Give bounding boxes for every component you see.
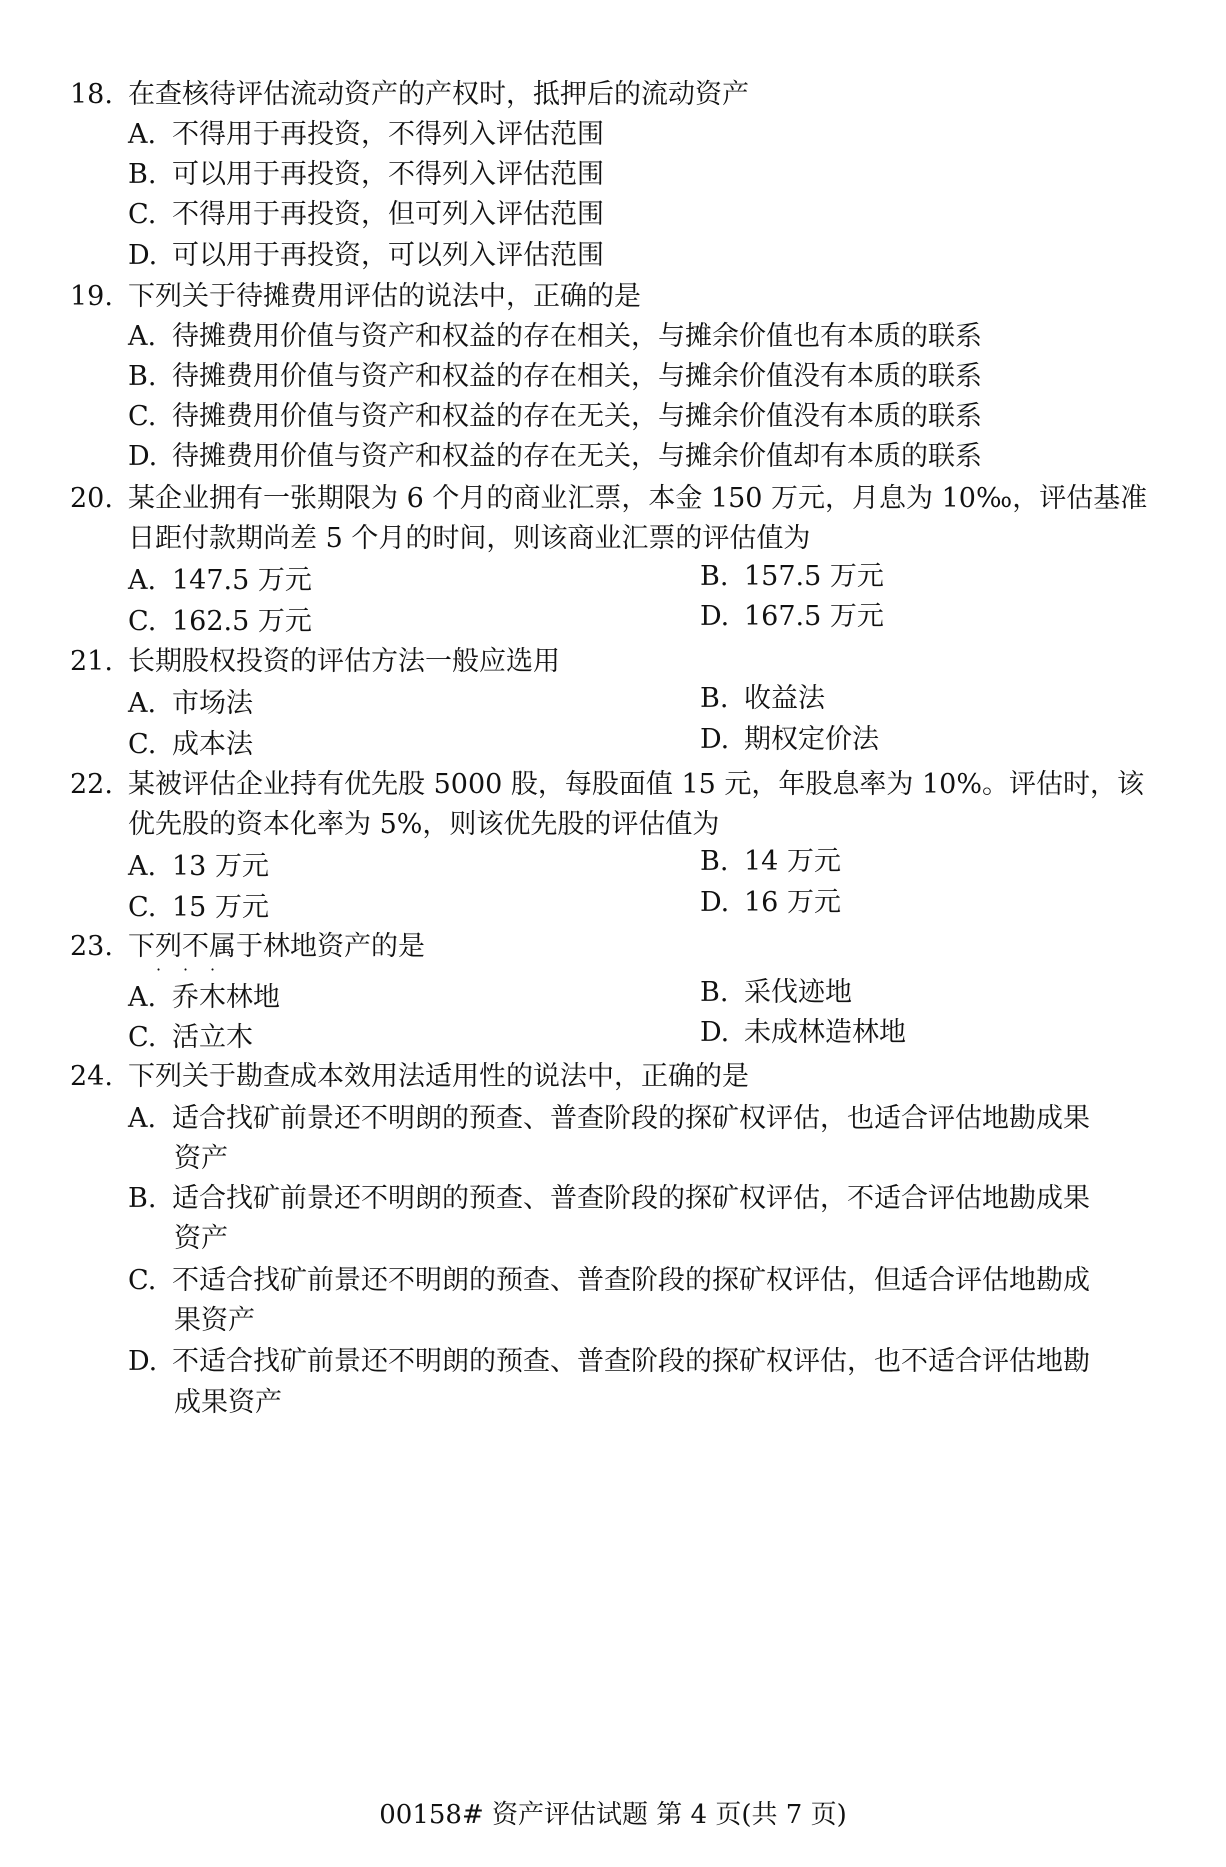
- option-label: A.: [128, 321, 157, 352]
- option-24-a-continuation: 资产: [174, 1143, 228, 1174]
- option-label: B.: [128, 159, 157, 190]
- option-text: 待摊费用价值与资产和权益的存在相关，与摊余价值也有本质的联系: [172, 321, 982, 352]
- option-label: A.: [128, 565, 157, 596]
- option-24-b: [128, 1182, 1090, 1216]
- option-label: A.: [128, 851, 157, 882]
- option-19-d: [128, 440, 982, 474]
- option-22-a: [128, 850, 269, 884]
- question-number: 24.: [70, 1061, 113, 1092]
- option-text: 147.5 万元: [172, 565, 312, 596]
- option-label: B.: [128, 1183, 157, 1214]
- option-text: 未成林造林地: [744, 1017, 906, 1048]
- option-label: B.: [700, 683, 729, 714]
- option-19-c: [128, 400, 982, 434]
- question-23: [70, 930, 1160, 964]
- question-18: [70, 78, 1160, 112]
- option-20-a: [128, 564, 312, 598]
- emphasis-dot: ·: [156, 960, 162, 979]
- question-stem: 某企业拥有一张期限为 6 个月的商业汇票，本金 150 万元，月息为 10‰，评估基准: [128, 483, 1148, 514]
- option-20-b: [700, 560, 884, 594]
- option-label: B.: [128, 361, 157, 392]
- option-text: 16 万元: [744, 887, 841, 918]
- option-23-c: [128, 1021, 253, 1055]
- option-text: 不得用于再投资，不得列入评估范围: [172, 119, 604, 150]
- option-label: C.: [128, 892, 157, 923]
- option-text: 待摊费用价值与资产和权益的存在无关，与摊余价值没有本质的联系: [172, 401, 982, 432]
- question-stem-continuation: 优先股的资本化率为 5%，则该优先股的评估值为: [128, 809, 720, 840]
- option-19-a: [128, 320, 982, 354]
- question-22: [70, 768, 1160, 802]
- option-label: C.: [128, 606, 157, 637]
- option-19-b: [128, 360, 982, 394]
- option-text: 适合找矿前景还不明朗的预查、普查阶段的探矿权评估，也适合评估地勘成果: [172, 1103, 1090, 1134]
- option-text: 14 万元: [744, 846, 841, 877]
- question-20: [70, 482, 1160, 516]
- option-text: 13 万元: [172, 851, 269, 882]
- option-21-c: [128, 728, 253, 762]
- option-text: 适合找矿前景还不明朗的预查、普查阶段的探矿权评估，不适合评估地勘成果: [172, 1183, 1090, 1214]
- option-18-c: [128, 198, 604, 232]
- option-label: C.: [128, 1022, 157, 1053]
- option-text: 期权定价法: [744, 724, 879, 755]
- option-18-b: [128, 158, 604, 192]
- question-number: 20.: [70, 483, 113, 514]
- question-21: [70, 645, 1160, 679]
- option-text: 活立木: [172, 1022, 253, 1053]
- option-22-d: [700, 886, 841, 920]
- option-label: A.: [128, 688, 157, 719]
- option-24-a: [128, 1102, 1090, 1136]
- option-text: 不适合找矿前景还不明朗的预查、普查阶段的探矿权评估，但适合评估地勘成: [172, 1265, 1090, 1296]
- question-number: 22.: [70, 769, 113, 800]
- option-23-d: [700, 1016, 906, 1050]
- option-label: A.: [128, 119, 157, 150]
- option-text: 收益法: [744, 683, 825, 714]
- option-label: B.: [700, 561, 729, 592]
- option-22-c: [128, 891, 269, 925]
- option-text: 待摊费用价值与资产和权益的存在相关，与摊余价值没有本质的联系: [172, 361, 982, 392]
- emphasis-dot: ·: [183, 960, 189, 979]
- option-label: C.: [128, 199, 157, 230]
- option-text: 不得用于再投资，但可列入评估范围: [172, 199, 604, 230]
- question-stem: 在查核待评估流动资产的产权时，抵押后的流动资产: [128, 79, 749, 110]
- option-24-d: [128, 1345, 1090, 1379]
- option-text: 市场法: [172, 688, 253, 719]
- option-23-b: [700, 976, 852, 1010]
- option-18-d: [128, 239, 604, 273]
- option-text: 待摊费用价值与资产和权益的存在无关，与摊余价值却有本质的联系: [172, 441, 982, 472]
- question-stem: 长期股权投资的评估方法一般应选用: [128, 646, 560, 677]
- option-text: 成本法: [172, 729, 253, 760]
- question-number: 23.: [70, 931, 113, 962]
- option-24-b-continuation: 资产: [174, 1223, 228, 1254]
- option-text: 乔木林地: [172, 982, 280, 1013]
- option-label: C.: [128, 729, 157, 760]
- question-19: [70, 280, 1160, 314]
- option-label: D.: [700, 601, 730, 632]
- question-stem: 下列不属于林地资产的是: [128, 931, 425, 962]
- question-24: [70, 1060, 1160, 1094]
- option-21-a: [128, 687, 253, 721]
- question-stem: 下列关于勘查成本效用法适用性的说法中，正确的是: [128, 1061, 749, 1092]
- option-label: B.: [700, 977, 729, 1008]
- option-24-c-continuation: 果资产: [174, 1305, 255, 1336]
- emphasis-dot: ·: [210, 960, 216, 979]
- question-number: 19.: [70, 281, 113, 312]
- option-label: D.: [700, 1017, 730, 1048]
- option-text: 162.5 万元: [172, 606, 312, 637]
- option-label: B.: [700, 846, 729, 877]
- question-number: 21.: [70, 646, 113, 677]
- option-label: D.: [128, 1346, 158, 1377]
- option-text: 可以用于再投资，可以列入评估范围: [172, 240, 604, 271]
- option-text: 167.5 万元: [744, 601, 884, 632]
- option-label: D.: [700, 887, 730, 918]
- page-footer: 00158# 资产评估试题 第 4 页(共 7 页): [379, 1800, 847, 1830]
- option-23-a: [128, 981, 280, 1015]
- option-21-d: [700, 723, 879, 757]
- option-label: D.: [128, 441, 158, 472]
- option-22-b: [700, 845, 841, 879]
- option-label: C.: [128, 1265, 157, 1296]
- option-20-c: [128, 605, 312, 639]
- option-text: 不适合找矿前景还不明朗的预查、普查阶段的探矿权评估，也不适合评估地勘: [172, 1346, 1090, 1377]
- option-20-d: [700, 600, 884, 634]
- option-24-c: [128, 1264, 1090, 1298]
- option-text: 可以用于再投资，不得列入评估范围: [172, 159, 604, 190]
- option-text: 采伐迹地: [744, 977, 852, 1008]
- option-21-b: [700, 682, 825, 716]
- question-number: 18.: [70, 79, 113, 110]
- option-text: 157.5 万元: [744, 561, 884, 592]
- option-label: A.: [128, 1103, 157, 1134]
- option-label: D.: [700, 724, 730, 755]
- option-18-a: [128, 118, 604, 152]
- option-24-d-continuation: 成果资产: [174, 1387, 282, 1418]
- question-stem: 下列关于待摊费用评估的说法中，正确的是: [128, 281, 641, 312]
- question-stem: 某被评估企业持有优先股 5000 股，每股面值 15 元，年股息率为 10%。评估时，该: [128, 769, 1144, 800]
- option-text: 15 万元: [172, 892, 269, 923]
- option-label: A.: [128, 982, 157, 1013]
- option-label: D.: [128, 240, 158, 271]
- option-label: C.: [128, 401, 157, 432]
- question-stem-continuation: 日距付款期尚差 5 个月的时间，则该商业汇票的评估值为: [128, 523, 811, 554]
